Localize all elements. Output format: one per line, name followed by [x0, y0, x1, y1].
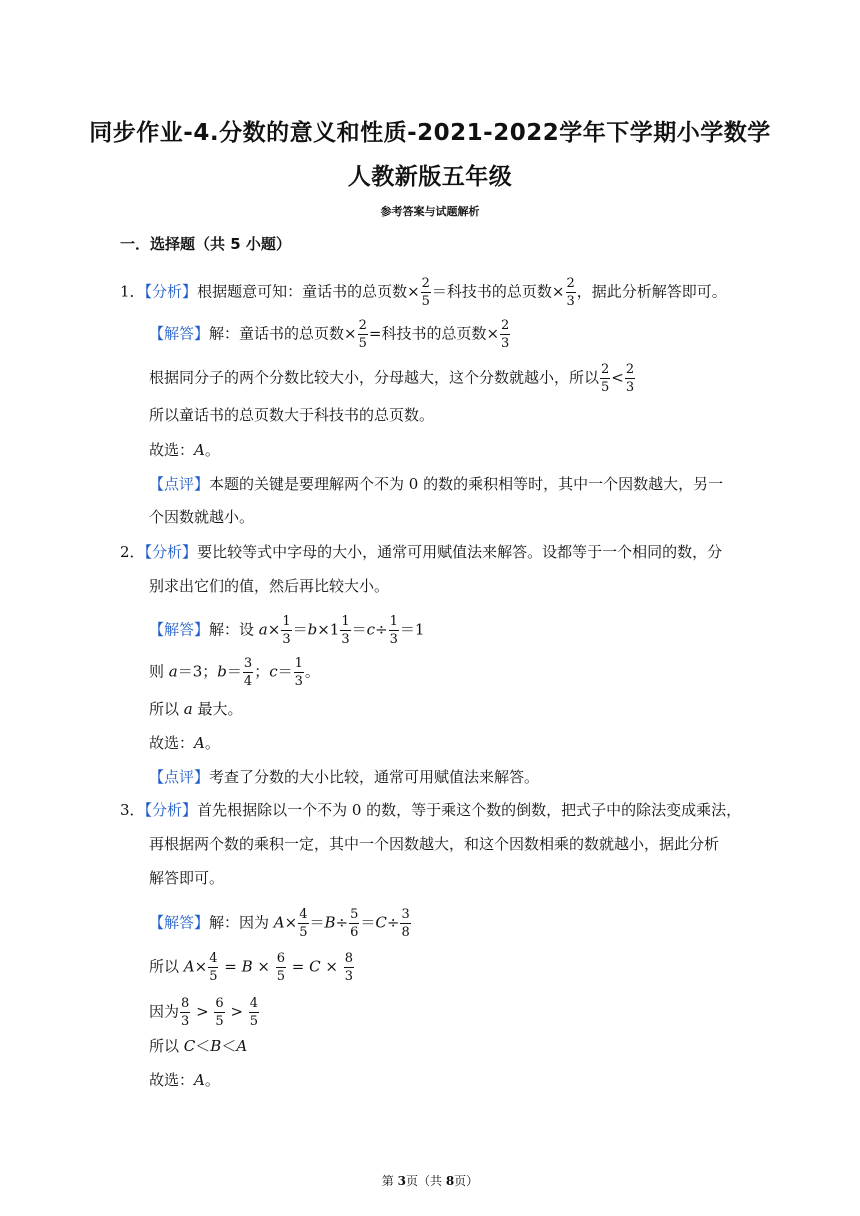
q1-comment-line2: 个因数就越小。 [149, 508, 255, 526]
q3-choice-line: 故选：A。 [149, 1071, 220, 1089]
page-total: 8 [445, 1174, 455, 1188]
q2-solution-line: 【解答】解：设 a× $\frac{1}{3}$ ＝b×1 $\frac{1}{3}$ ＝c÷ $\frac{1}{3}$ ＝1 [149, 614, 425, 647]
page-footer: 第 3页（共 8页） [381, 1174, 479, 1188]
q1-analysis-line: 1．【分析】根据题意可知：童话书的总页数× $\frac{2}{5}$ ＝科技书的总页数× $\frac{2}{3}$ ，据此分析解答即可。 [120, 276, 727, 309]
q3-analysis-tag: 【分析】 [144, 801, 198, 819]
page-number: 3 [397, 1174, 406, 1188]
fraction: $\frac{2}{3}$ [566, 276, 575, 309]
q1-comment-tag: 【点评】 [149, 475, 210, 493]
fraction: $\frac{4}{5}$ [209, 951, 218, 984]
q1-number: 1． [120, 282, 145, 301]
fraction: $\frac{4}{5}$ [249, 996, 259, 1029]
fraction: $\frac{6}{5}$ [276, 951, 286, 984]
q2-max-line: 所以 a 最大。 [149, 700, 243, 718]
q2-comment-line: 【点评】考查了分数的大小比较，通常可用赋值法来解答。 [149, 768, 540, 786]
fraction: $\frac{1}{3}$ [294, 656, 303, 689]
q1-choice-line: 故选：A。 [149, 441, 220, 459]
q1-analysis-tag: 【分析】 [144, 282, 198, 301]
page-title-line2: 人教新版五年级 [347, 164, 513, 190]
fraction: $\frac{2}{5}$ [358, 318, 367, 351]
q2-analysis-line2: 别求出它们的值，然后再比较大小。 [149, 577, 390, 595]
q1-comment-line: 【点评】本题的关键是要理解两个不为 0 的数的乘积相等时，其中一个因数越大，另一 [149, 475, 724, 493]
q3-analysis-line: 3．【分析】首先根据除以一个不为 0 的数，等于乘这个数的倒数，把式子中的除法变成乘法， [120, 801, 742, 819]
fraction: $\frac{1}{3}$ [389, 614, 398, 647]
q1-solution-line: 【解答】解：童话书的总页数× $\frac{2}{5}$ =科技书的总页数× $\frac{2}{3}$ [149, 318, 510, 351]
q2-comment-tag: 【点评】 [149, 768, 210, 786]
q1-reasoning-line: 根据同分子的两个分数比较大小，分母越大，这个分数就越小，所以 $\frac{2}{5}$ < $\frac{2}{3}$ [149, 362, 635, 395]
fraction: $\frac{2}{3}$ [501, 318, 510, 351]
q2-solution-tag: 【解答】 [149, 620, 210, 639]
fraction: $\frac{8}{3}$ [344, 951, 353, 984]
q3-compare-line: 因为 $\frac{8}{3}$ > $\frac{6}{5}$ > $\frac{4}{5}$ [149, 996, 259, 1029]
fraction: $\frac{2}{5}$ [601, 362, 610, 395]
fraction: $\frac{6}{5}$ [215, 996, 224, 1029]
q1-solution-tag: 【解答】 [149, 324, 210, 343]
fraction: $\frac{1}{3}$ [282, 614, 291, 647]
q3-transform-line: 所以 A× $\frac{4}{5}$ = B × $\frac{6}{5}$ = C × $\frac{8}{3}$ [149, 951, 353, 984]
q3-solution-line: 【解答】解：因为 A× $\frac{4}{5}$ ＝B÷ $\frac{5}{6}$ ＝C÷ $\frac{3}{8}$ [149, 907, 410, 940]
q3-number: 3． [120, 801, 145, 819]
q2-analysis-tag: 【分析】 [144, 543, 198, 561]
q3-analysis-line2: 再根据两个数的乘积一定，其中一个因数越大，和这个因数相乘的数就越小，据此分析 [149, 835, 720, 853]
q2-analysis-line: 2．【分析】要比较等式中字母的大小，通常可用赋值法来解答。设都等于一个相同的数，分 [120, 543, 723, 561]
answer-subtitle: 参考答案与试题解析 [380, 205, 480, 218]
fraction: $\frac{5}{6}$ [350, 907, 359, 940]
q3-solution-tag: 【解答】 [149, 913, 210, 932]
q3-order-line: 所以 C＜B＜A [149, 1037, 248, 1055]
q2-number: 2． [120, 543, 145, 561]
fraction: $\frac{2}{5}$ [421, 276, 430, 309]
page-title-line1: 同步作业-4.分数的意义和性质-2021-2022学年下学期小学数学 [89, 120, 771, 146]
fraction: $\frac{8}{3}$ [181, 996, 190, 1029]
section-heading: 一．选择题（共 5 小题） [120, 235, 291, 253]
q1-conclusion-line: 所以童话书的总页数大于科技书的总页数。 [149, 406, 435, 424]
q2-choice-line: 故选：A。 [149, 734, 220, 752]
q2-values-line: 则 a＝3；b＝ $\frac{3}{4}$ ；c＝ $\frac{1}{3}$ 。 [149, 656, 320, 689]
q3-analysis-line3: 解答即可。 [149, 869, 225, 887]
fraction: $\frac{2}{3}$ [625, 362, 635, 395]
fraction: $\frac{3}{4}$ [243, 656, 253, 689]
fraction: $\frac{3}{8}$ [401, 907, 410, 940]
fraction: $\frac{1}{3}$ [341, 614, 350, 647]
fraction: $\frac{4}{5}$ [299, 907, 308, 940]
